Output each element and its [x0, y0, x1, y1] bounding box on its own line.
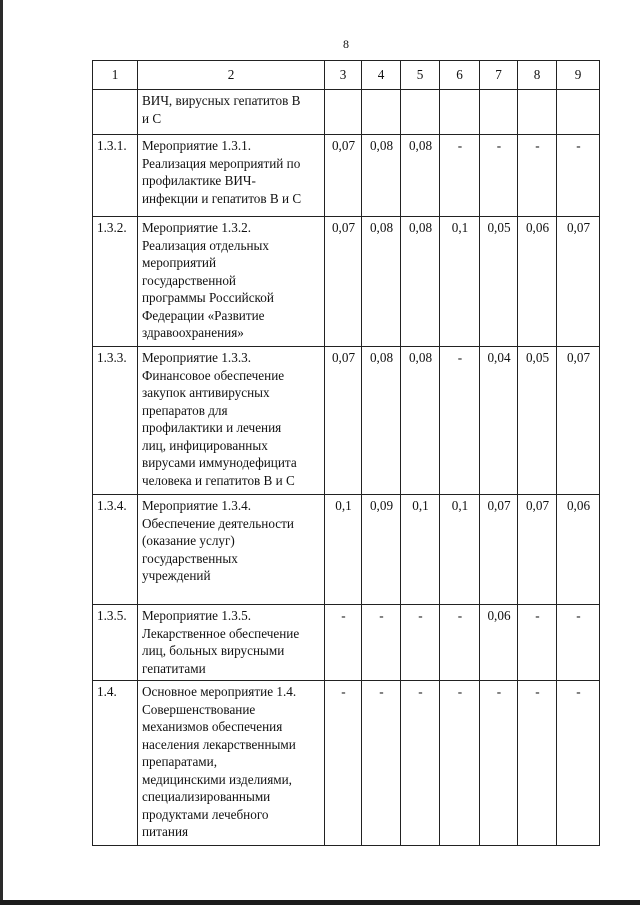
value-cell: -	[440, 347, 480, 495]
row-description-cell	[138, 90, 325, 135]
value-cell: 0,05	[480, 217, 518, 347]
value-cell: 0,06	[480, 605, 518, 681]
value-cell: 0,1	[440, 217, 480, 347]
description-line: Лекарственное обеспечение	[142, 625, 300, 641]
table-row	[93, 90, 600, 135]
value-cell: -	[518, 135, 557, 217]
table-body	[93, 61, 600, 846]
value-cell: 0,07	[557, 217, 600, 347]
description-line: механизмов обеспечения	[142, 719, 283, 734]
value-cell: -	[518, 605, 557, 681]
description-line: препаратов для	[142, 402, 228, 418]
table-row	[93, 681, 600, 846]
value-cell: 0,1	[401, 495, 440, 605]
value-cell	[557, 90, 600, 135]
row-description-cell	[138, 681, 325, 846]
value-cell: -	[325, 605, 362, 681]
description-line: программы Российской	[142, 290, 274, 305]
page-number: 8	[343, 37, 349, 51]
value-cell	[440, 90, 480, 135]
value-cell: -	[557, 605, 600, 681]
value-cell: 0,08	[401, 347, 440, 495]
description-line: инфекции и гепатитов В и С	[142, 190, 302, 206]
description-line: Реализация отдельных	[142, 237, 270, 253]
description-line: Реализация мероприятий по	[142, 155, 301, 171]
value-cell: 0,1	[325, 495, 362, 605]
description-line: профилактики и лечения	[142, 420, 282, 435]
description-line: продуктами лечебного	[142, 806, 269, 822]
row-description-cell	[138, 495, 325, 605]
header-cell: 6	[440, 61, 480, 90]
value-cell: -	[401, 605, 440, 681]
description-line: гепатитами	[142, 660, 206, 676]
value-cell: -	[557, 135, 600, 217]
value-cell: 0,06	[518, 217, 557, 347]
description-line: лиц, больных вирусными	[142, 643, 285, 658]
description-line: Мероприятие 1.3.5.	[142, 608, 252, 623]
row-code-cell: 1.3.3.	[93, 347, 138, 495]
value-cell: -	[557, 681, 600, 846]
header-cell: 5	[401, 61, 440, 90]
scan-left-edge	[0, 0, 3, 905]
row-description-cell	[138, 605, 325, 681]
value-cell: 0,07	[518, 495, 557, 605]
description-line: вирусами иммунодефицита	[142, 455, 297, 470]
value-cell: 0,09	[362, 495, 401, 605]
description-line: и С	[142, 110, 162, 126]
row-code-cell: 1.3.1.	[93, 135, 138, 217]
value-cell	[401, 90, 440, 135]
value-cell	[362, 90, 401, 135]
row-code-cell	[93, 90, 138, 135]
description-line: Обеспечение деятельности	[142, 515, 294, 531]
description-line: профилактике ВИЧ-	[142, 173, 256, 188]
value-cell: 0,07	[557, 347, 600, 495]
table-header-row	[93, 61, 600, 90]
value-cell	[325, 90, 362, 135]
header-cell: 8	[518, 61, 557, 90]
row-description-cell	[138, 217, 325, 347]
table-row	[93, 217, 600, 347]
row-code-cell: 1.3.5.	[93, 605, 138, 681]
description-line: Федерации «Развитие	[142, 307, 265, 323]
row-code-cell: 1.3.2.	[93, 217, 138, 347]
description-line: препаратами,	[142, 754, 217, 769]
description-line: Основное мероприятие 1.4.	[142, 684, 297, 699]
description-line: государственной	[142, 272, 236, 288]
table-row	[93, 347, 600, 495]
description-line: Мероприятие 1.3.2.	[142, 220, 252, 235]
description-line: закупок антивирусных	[142, 385, 270, 400]
value-cell: -	[401, 681, 440, 846]
value-cell	[518, 90, 557, 135]
scan-bottom-edge	[0, 900, 640, 905]
value-cell: -	[480, 135, 518, 217]
description-line: мероприятий	[142, 255, 217, 270]
table-row	[93, 495, 600, 605]
value-cell: -	[362, 681, 401, 846]
description-line: здравоохранения»	[142, 325, 244, 340]
value-cell: 0,07	[325, 217, 362, 347]
value-cell: 0,1	[440, 495, 480, 605]
row-description-cell	[138, 135, 325, 217]
description-line: Финансовое обеспечение	[142, 367, 285, 383]
value-cell: 0,08	[362, 217, 401, 347]
description-line: Мероприятие 1.3.1.	[142, 138, 252, 153]
value-cell	[480, 90, 518, 135]
value-cell: 0,07	[480, 495, 518, 605]
value-cell: -	[440, 135, 480, 217]
header-cell: 4	[362, 61, 401, 90]
value-cell: -	[440, 605, 480, 681]
value-cell: -	[480, 681, 518, 846]
value-cell: 0,07	[325, 347, 362, 495]
description-line: Мероприятие 1.3.4.	[142, 498, 252, 513]
description-line: человека и гепатитов В и С	[142, 472, 295, 488]
header-cell: 1	[93, 61, 138, 90]
value-cell: 0,05	[518, 347, 557, 495]
value-cell: 0,08	[401, 217, 440, 347]
header-cell: 9	[557, 61, 600, 90]
value-cell: 0,04	[480, 347, 518, 495]
value-cell: -	[440, 681, 480, 846]
value-cell: -	[362, 605, 401, 681]
description-line: лиц, инфицированных	[142, 437, 268, 453]
description-line: специализированными	[142, 789, 271, 804]
description-line: Мероприятие 1.3.3.	[142, 350, 252, 365]
value-cell: -	[518, 681, 557, 846]
description-line: медицинскими изделиями,	[142, 771, 292, 787]
row-code-cell: 1.4.	[93, 681, 138, 846]
value-cell: 0,08	[401, 135, 440, 217]
description-line: государственных	[142, 550, 238, 566]
header-cell: 7	[480, 61, 518, 90]
description-line: (оказание услуг)	[142, 533, 235, 548]
value-cell: 0,08	[362, 135, 401, 217]
table-row	[93, 605, 600, 681]
description-line: учреждений	[142, 568, 211, 583]
row-code-cell: 1.3.4.	[93, 495, 138, 605]
value-cell: -	[325, 681, 362, 846]
table-row	[93, 135, 600, 217]
description-line: Совершенствование	[142, 701, 256, 717]
program-funding-table	[92, 60, 600, 846]
row-description-cell	[138, 347, 325, 495]
description-line: ВИЧ, вирусных гепатитов В	[142, 93, 301, 108]
value-cell: 0,07	[325, 135, 362, 217]
header-cell: 3	[325, 61, 362, 90]
description-line: населения лекарственными	[142, 736, 296, 752]
value-cell: 0,06	[557, 495, 600, 605]
header-cell: 2	[138, 61, 325, 90]
description-line: питания	[142, 824, 189, 839]
value-cell: 0,08	[362, 347, 401, 495]
